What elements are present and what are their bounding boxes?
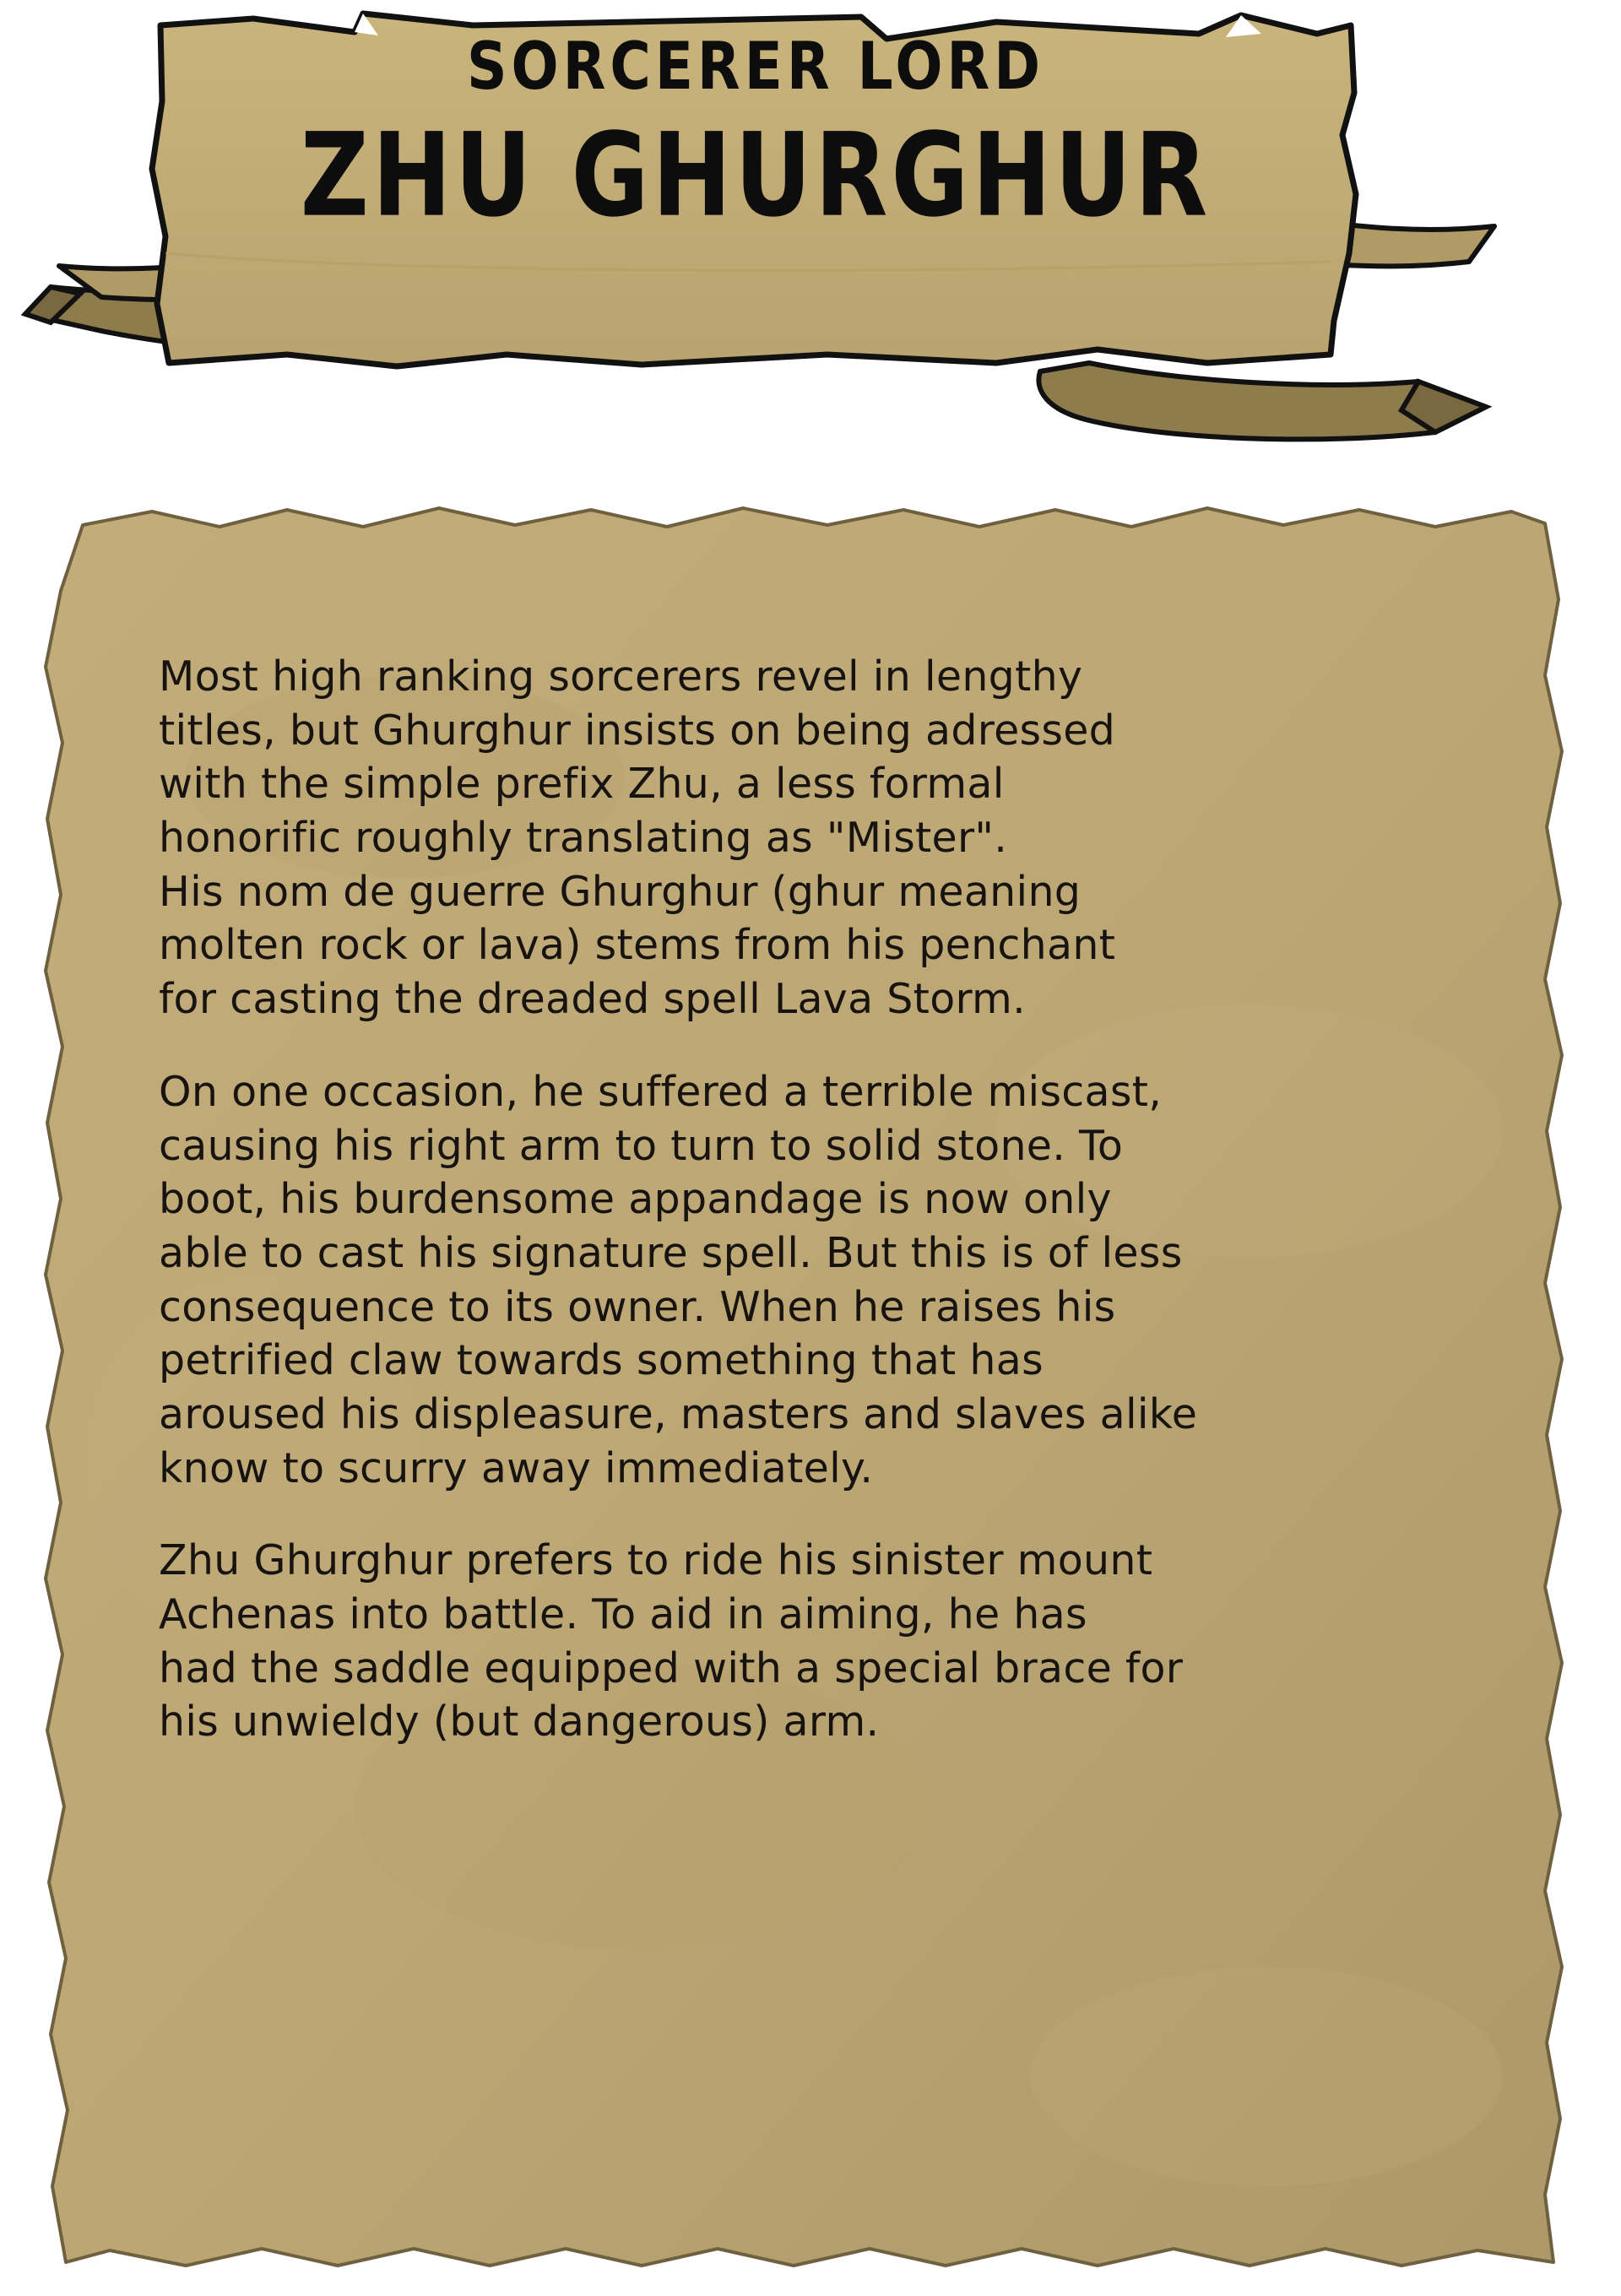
- text-line: honorific roughly translating as "Mister".: [159, 814, 1008, 863]
- text-line: with the simple prefix Zhu, a less formal: [159, 760, 1005, 809]
- banner-title: ZHU GHURGHUR: [300, 109, 1212, 243]
- lore-text-block: [159, 650, 1526, 1749]
- text-line: boot, his burdensome appandage is now only: [159, 1175, 1112, 1224]
- text-line: consequence to its owner. When he raises his: [159, 1282, 1116, 1331]
- text-line: aroused his displeasure, masters and slaves alike: [159, 1389, 1198, 1438]
- parchment-panel: [0, 490, 1621, 2296]
- text-line: causing his right arm to turn to solid stone. To: [159, 1121, 1124, 1170]
- scroll-banner-icon: [0, 0, 1621, 506]
- text-line: able to cast his signature spell. But this is of less: [159, 1228, 1183, 1277]
- text-line: his unwieldy (but dangerous) arm.: [159, 1698, 880, 1746]
- text-line: for casting the dreaded spell Lava Storm.: [159, 975, 1026, 1024]
- text-line: Most high ranking sorcerers revel in lengthy: [159, 653, 1083, 701]
- lore-paragraph: [159, 1065, 1526, 1496]
- lore-paragraph: [159, 650, 1526, 1026]
- banner-header: [0, 0, 1621, 506]
- text-line: petrified claw towards something that has: [159, 1336, 1044, 1385]
- text-line: know to scurry away immediately.: [159, 1443, 874, 1492]
- text-line: On one occasion, he suffered a terrible miscast,: [159, 1067, 1163, 1116]
- banner-subtitle: SORCERER LORD: [466, 27, 1045, 105]
- text-line: Zhu Ghurghur prefers to ride his sinister mount: [159, 1536, 1153, 1585]
- text-line: His nom de guerre Ghurghur (ghur meaning: [159, 867, 1082, 916]
- text-line: titles, but Ghurghur insists on being adressed: [159, 706, 1116, 755]
- text-line: had the saddle equipped with a special brace for: [159, 1643, 1184, 1692]
- lore-paragraph: [159, 1534, 1526, 1749]
- text-line: Achenas into battle. To aid in aiming, he has: [159, 1590, 1087, 1638]
- text-line: molten rock or lava) stems from his penchant: [159, 921, 1116, 970]
